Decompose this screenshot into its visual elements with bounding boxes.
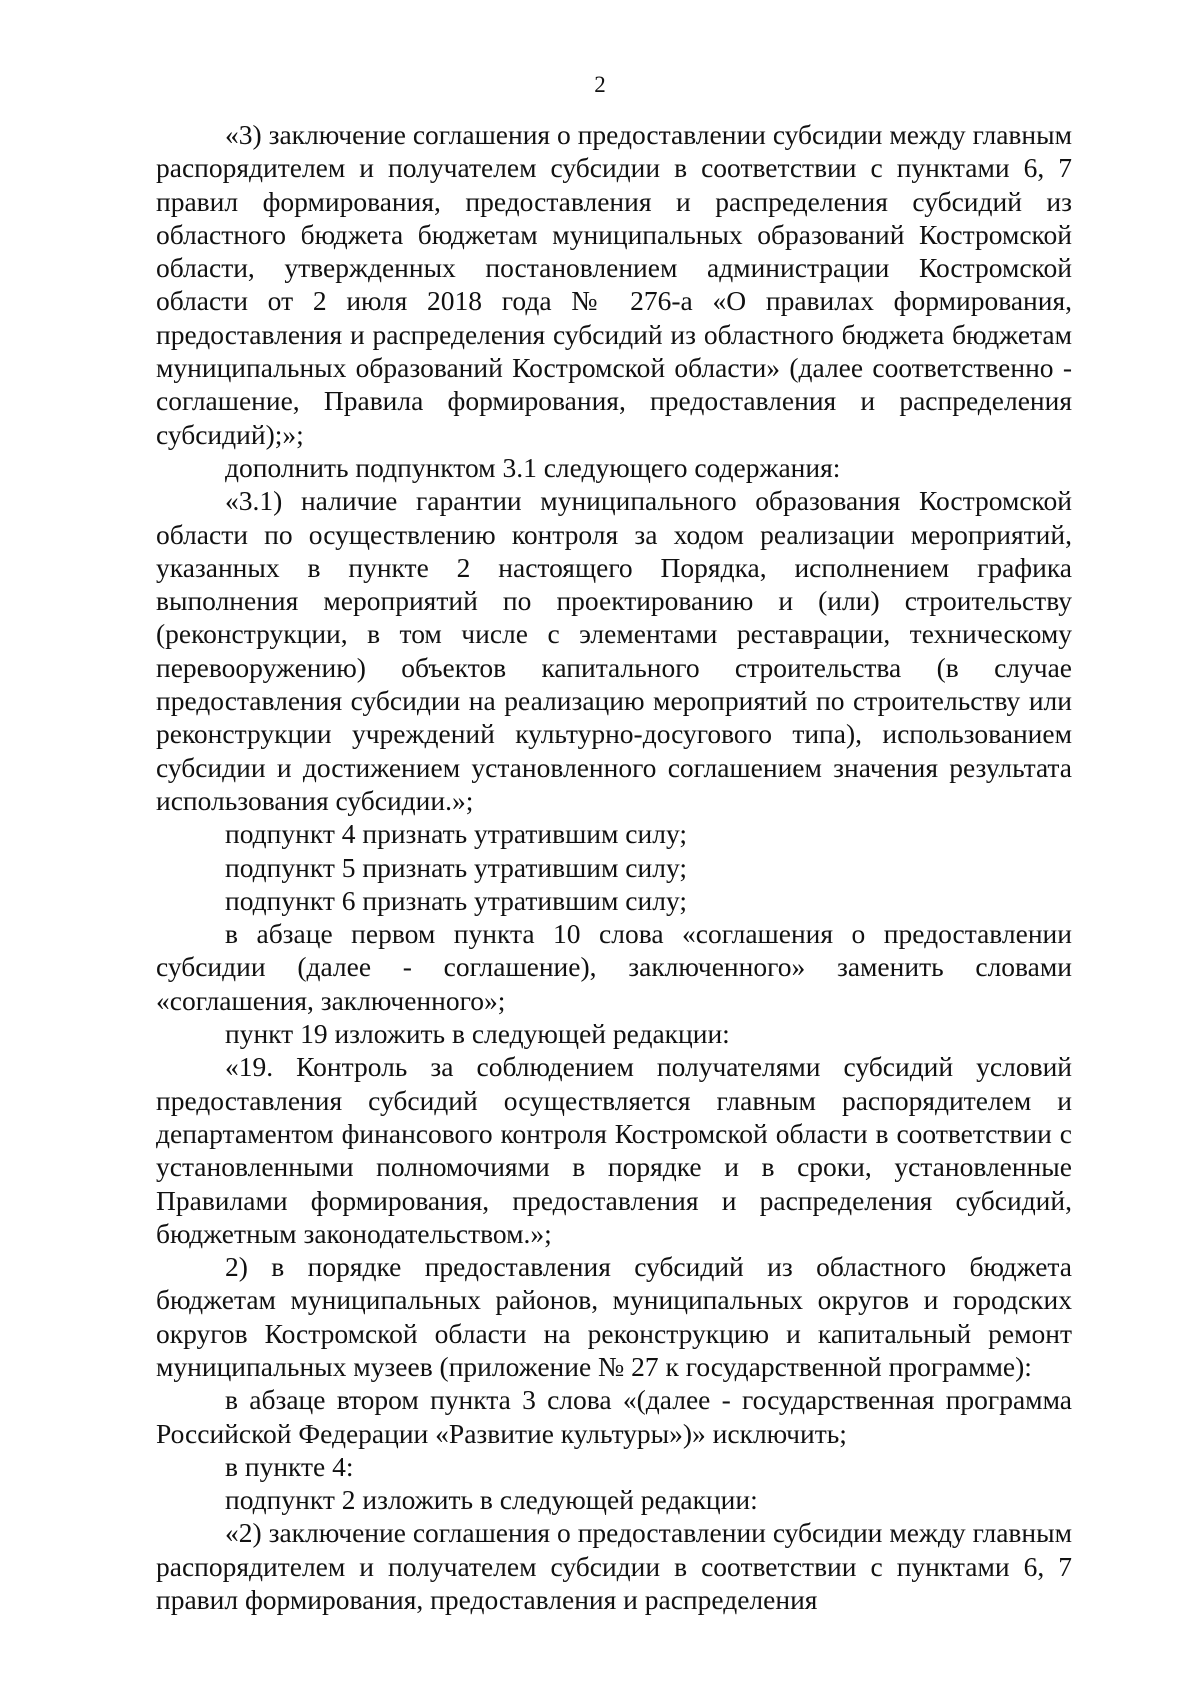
paragraph-subitem-3: «3) заключение соглашения о предоставлении субсидии между главным распорядителем и получателем субсидии в соответствии с пунктами 6, 7 правил формирования, предоставления и распределения субсидий из областного бюджета бюджетам муниципальных образований Костромской области, утвержденных постановлением администрации Костромской области от 2 июля 2018 года № 276-а «О правилах формирования, предоставления и распределения субсидий из областного бюджета бюджетам муниципальных образований Костромской области» (далее соответственно - соглашение, Правила формирования, предоставления и распределения субсидий);»;	[156, 119, 1072, 450]
paragraph-subitem-2-intro: подпункт 2 изложить в следующей редакции:	[225, 1484, 758, 1516]
paragraph-section-2: 2) в порядке предоставления субсидий из областного бюджета бюджетам муниципальных районов, муниципальных округов и городских округов Костромской области на реконструкцию и капитальный ремонт муниципальных музеев (приложение № 27 к государственной программе):	[156, 1251, 1072, 1382]
paragraph-subitem-2: «2) заключение соглашения о предоставлении субсидии между главным распорядителем и получателем субсидии в соответствии с пунктами 6, 7 правил формирования, предоставления и распределения	[156, 1517, 1072, 1616]
paragraph-item-19-intro: пункт 19 изложить в следующей редакции:	[225, 1018, 730, 1050]
paragraph-subitem-5-repealed: подпункт 5 признать утратившим силу;	[225, 851, 687, 883]
paragraph-item-4-intro: в пункте 4:	[225, 1450, 354, 1482]
paragraph-item-3-amendment: в абзаце втором пункта 3 слова «(далее - государственная программа Российской Федерации «Развитие культуры»)» исключить;	[156, 1384, 1072, 1449]
paragraph-item-10-amendment: в абзаце первом пункта 10 слова «соглашения о предоставлении субсидии (далее - соглашение), заключенного» заменить словами «соглашения, заключенного»;	[156, 918, 1072, 1016]
paragraph-subitem-3-1: «3.1) наличие гарантии муниципального образования Костромской области по осуществлению контроля за ходом реализации мероприятий, указанных в пункте 2 настоящего Порядка, исполнением графика выполнения мероприятий по проектированию и (или) строительству (реконструкции, в том числе с элементами реставрации, техническому перевооружению) объектов капитального строительства (в случае предоставления субсидии на реализацию мероприятий по строительству или реконструкции учреждений культурно-досугового типа), использованием субсидии и достижением установленного соглашением значения результата использования субсидии.»;	[156, 485, 1072, 816]
page-number: 2	[594, 72, 606, 97]
paragraph-subitem-6-repealed: подпункт 6 признать утратившим силу;	[225, 884, 687, 916]
paragraph-add-subitem-3-1: дополнить подпунктом 3.1 следующего содержания:	[225, 451, 841, 483]
paragraph-item-19: «19. Контроль за соблюдением получателями субсидий условий предоставления субсидий осуществляется главным распорядителем и департаментом финансового контроля Костромской области в соответствии с установленными полномочиями в порядке и в сроки, установленные Правилами формирования, предоставления и распределения субсидий, бюджетным законодательством.»;	[156, 1051, 1072, 1249]
document-body	[156, 118, 1072, 1616]
paragraph-subitem-4-repealed: подпункт 4 признать утратившим силу;	[225, 818, 687, 850]
